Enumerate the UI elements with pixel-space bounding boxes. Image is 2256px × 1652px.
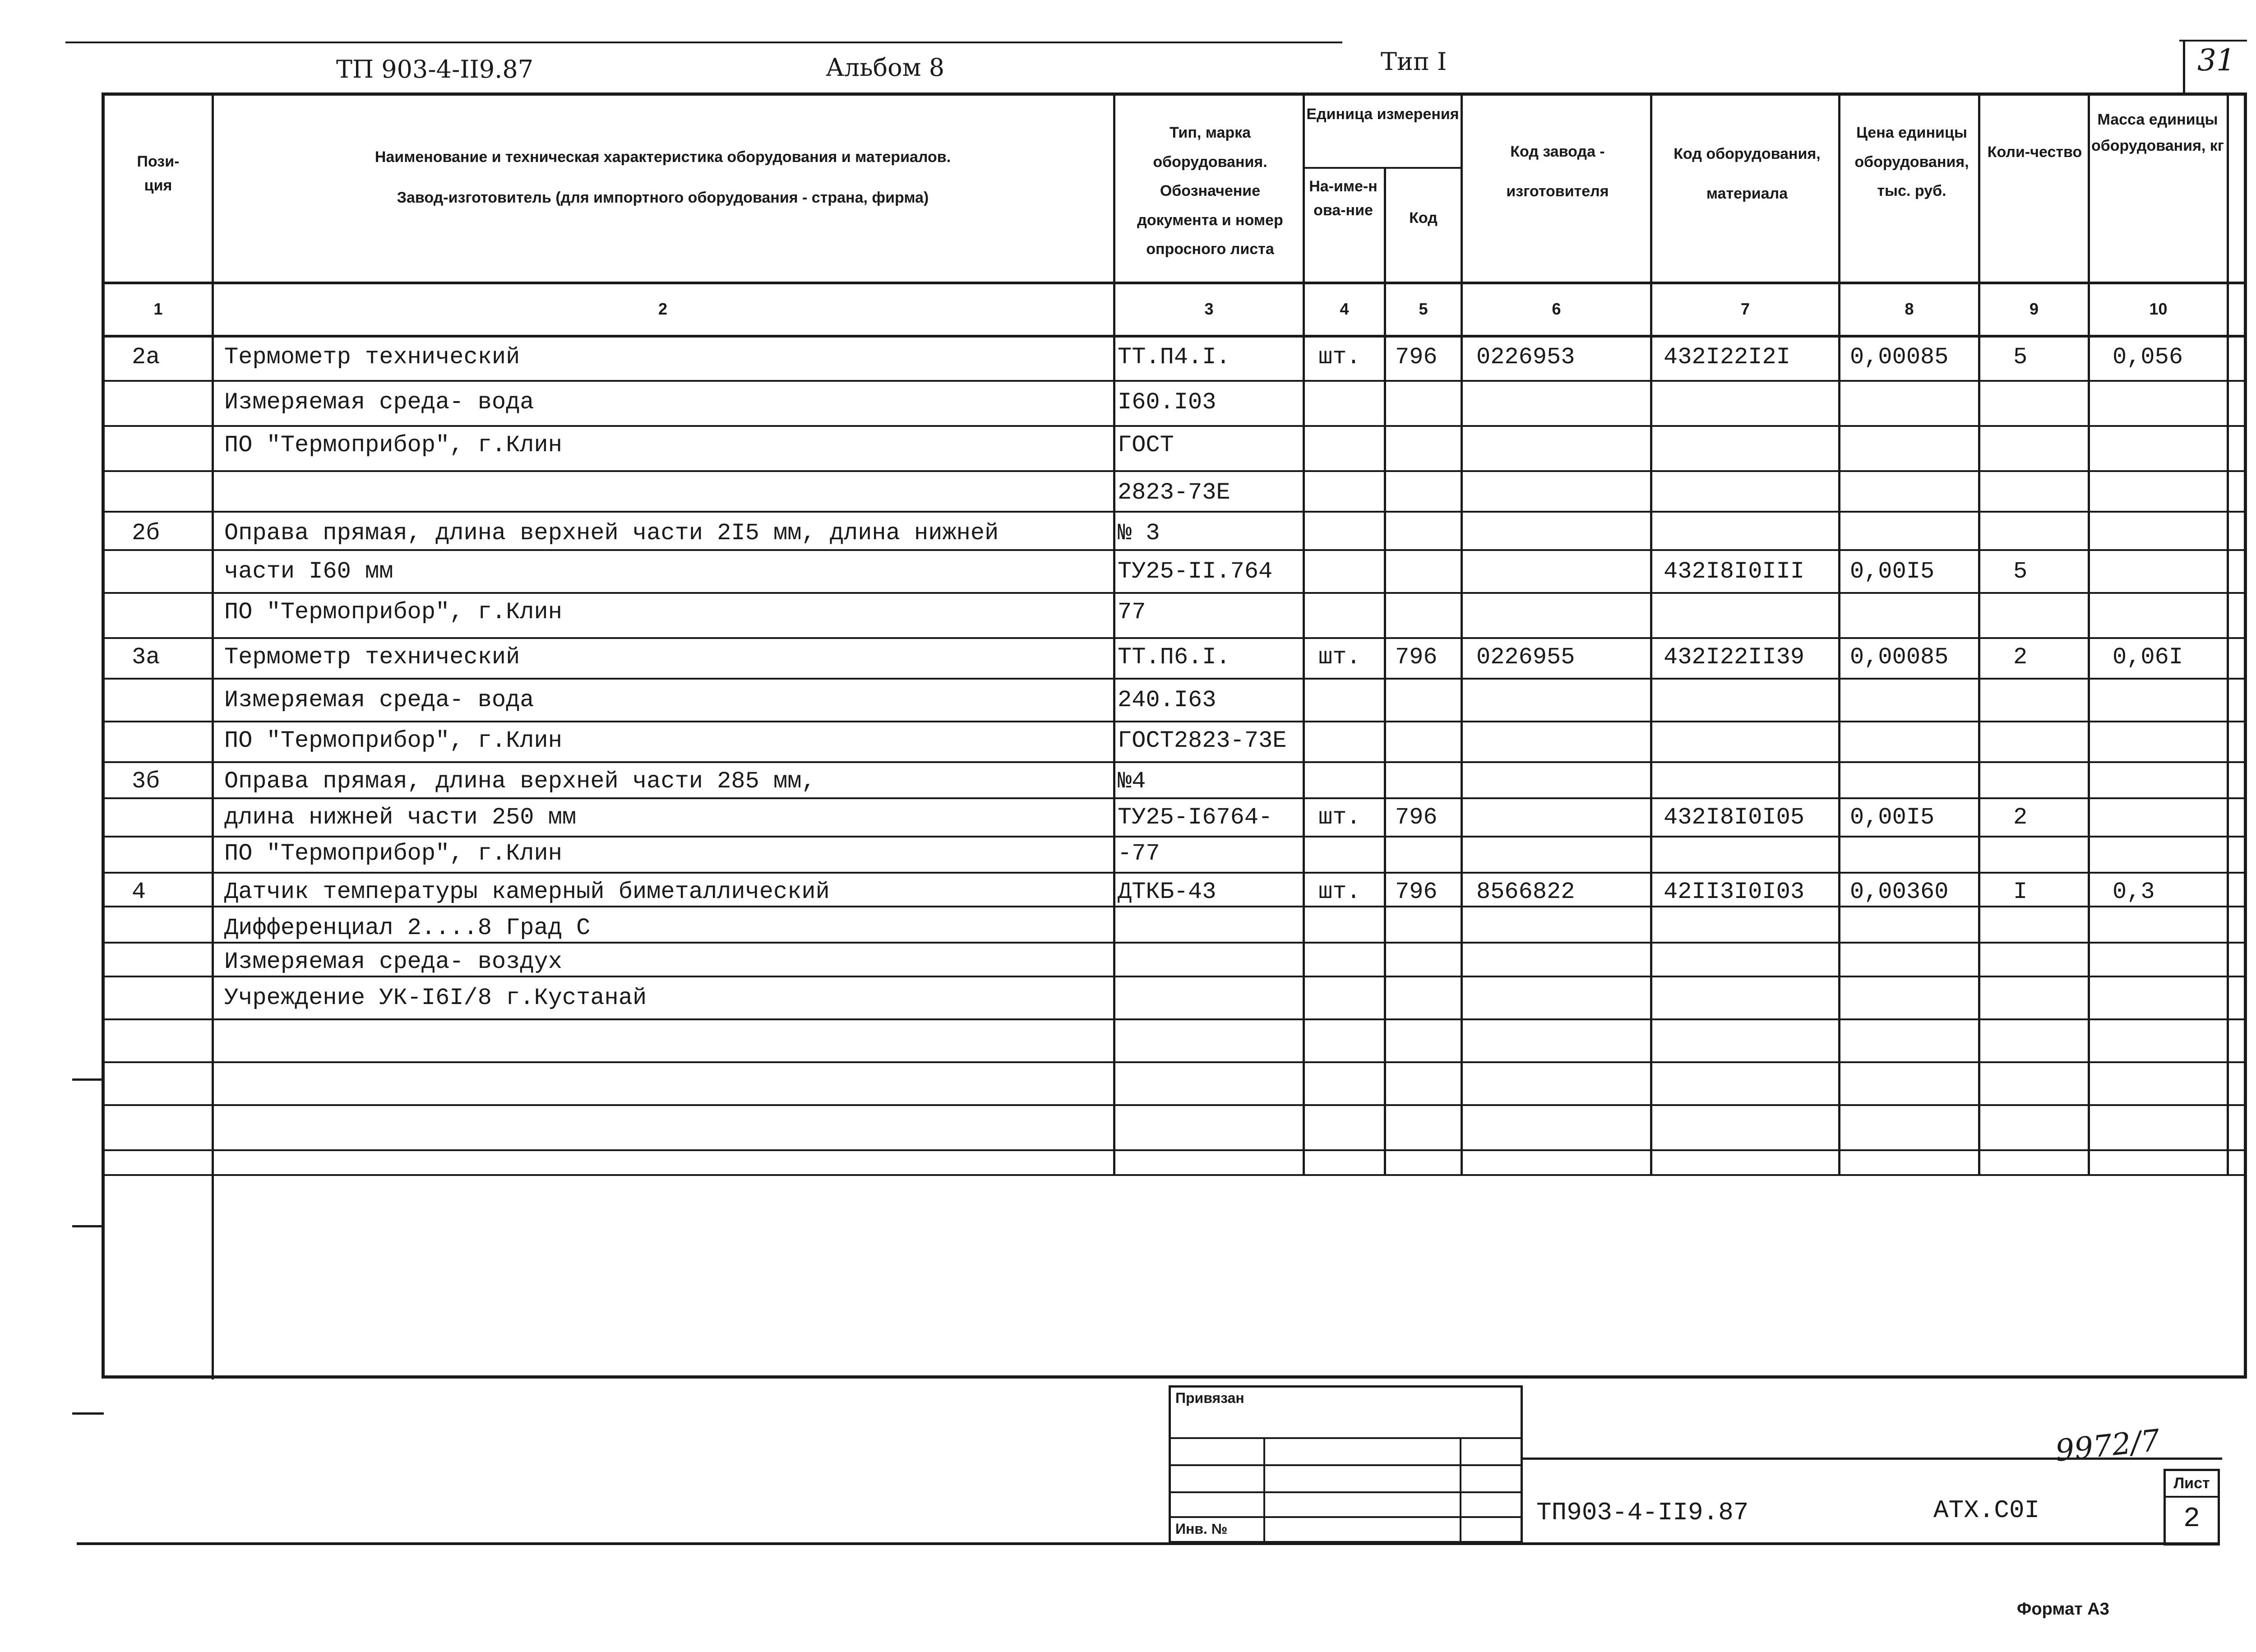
row-price: 0,00085: [1850, 344, 1949, 370]
row-name: Оправа прямая, длина верхней части 2I5 мм, длина нижней: [224, 520, 999, 546]
specification-table: [102, 93, 2247, 1379]
row-position: 2а: [132, 344, 160, 370]
sheet-number: 2: [2183, 1503, 2201, 1535]
header-unit-name: На-име-нова-ние: [1309, 178, 1378, 219]
stamp-divider: [1460, 1437, 1461, 1543]
row-rule: [105, 380, 2246, 382]
row-rule: [105, 797, 2246, 799]
header-qty: Коли-чество: [1987, 143, 2082, 161]
row-rule: [105, 942, 2246, 944]
row-name: ПО "Термоприбор", г.Клин: [224, 840, 562, 867]
margin-tick: [72, 1078, 104, 1081]
row-name: Оправа прямая, длина верхней части 285 мм,: [224, 768, 816, 795]
album-label: Альбом 8: [826, 53, 945, 82]
row-price: 0,00085: [1850, 644, 1949, 671]
row-mass: 0,056: [2113, 344, 2183, 370]
row-rule: [105, 976, 2246, 977]
row-rule: [105, 1104, 2246, 1106]
sheet-corner-number: 31: [2197, 43, 2235, 78]
row-name: Измеряемая среда- воздух: [224, 949, 562, 975]
row-rule: [105, 761, 2246, 763]
row-rule: [105, 872, 2246, 874]
unit-subheader-rule: [1303, 167, 1463, 169]
row-rule: [105, 1061, 2246, 1063]
header-mass: Масса единицы оборудования, кг: [2091, 111, 2224, 154]
col-number-7: 7: [1740, 300, 1750, 318]
row-position: 3б: [132, 768, 160, 795]
header-unit: Единица измерения: [1306, 106, 1459, 123]
col-number-6: 6: [1552, 300, 1561, 318]
row-name: длина нижней части 250 мм: [224, 804, 577, 831]
row-rule: [105, 592, 2246, 594]
row-type-mark: 240.I63: [1118, 687, 1216, 713]
col-divider-2: [1113, 96, 1115, 1174]
handwritten-number: 9972/7: [2053, 1423, 2162, 1468]
row-name: ПО "Термоприбор", г.Клин: [224, 727, 562, 754]
row-price: 0,00360: [1850, 879, 1949, 905]
row-name: ПО "Термоприбор", г.Клин: [224, 599, 562, 625]
row-plant-code: 8566822: [1476, 879, 1575, 905]
header-bottom-rule: [105, 282, 2246, 284]
row-unit-code: 796: [1395, 879, 1438, 905]
row-type-mark: 77: [1118, 599, 1146, 625]
corner-tick: [2183, 40, 2185, 94]
row-type-mark: №4: [1118, 768, 1146, 795]
col-divider-6: [1650, 96, 1652, 1174]
type-label: Тип I: [1381, 47, 1447, 76]
header-position: Пози- ция: [137, 153, 180, 194]
row-name: ПО "Термоприбор", г.Клин: [224, 432, 562, 458]
row-rule: [105, 678, 2246, 680]
row-quantity: 5: [2013, 558, 2028, 585]
col-divider-4: [1384, 168, 1386, 1174]
header-name-line2: Завод-изготовитель (для импортного оборудования - страна, фирма): [397, 189, 929, 206]
col-number-9: 9: [2029, 300, 2039, 318]
margin-tick: [72, 1225, 104, 1227]
row-unit-code: 796: [1395, 644, 1438, 671]
header-equip-code: Код оборудования, материала: [1674, 145, 1821, 203]
row-price: 0,00I5: [1850, 558, 1935, 585]
row-unit-code: 796: [1395, 344, 1438, 370]
row-name: Термометр технический: [224, 644, 520, 671]
col-divider-9: [2088, 96, 2090, 1174]
row-type-mark: ТУ25-I6764-: [1118, 804, 1273, 831]
row-mass: 0,06I: [2113, 644, 2183, 671]
row-type-mark: ТТ.П6.I.: [1118, 644, 1230, 671]
row-type-mark: ТУ25-II.764: [1118, 558, 1273, 585]
row-rule: [105, 549, 2246, 551]
header-plant-code: Код завода - изготовителя: [1506, 143, 1609, 200]
row-equipment-code: 432I22I2I: [1664, 344, 1790, 370]
row-name: Дифференциал 2....8 Град С: [224, 915, 591, 941]
sheet-number-box: [2164, 1469, 2220, 1546]
col-divider-8: [1978, 96, 1980, 1174]
row-plant-code: 0226955: [1476, 644, 1575, 671]
row-rule: [105, 1174, 2246, 1176]
row-rule: [105, 637, 2246, 639]
sheet-label: Лист: [2173, 1475, 2210, 1492]
title-doc-code: ТП903-4-II9.87: [1536, 1498, 1749, 1527]
bottom-rule: [77, 1542, 2220, 1545]
col-number-1: 1: [153, 300, 163, 318]
stamp-rule: [1171, 1516, 1523, 1518]
header-unit-code: Код: [1409, 209, 1438, 227]
row-unit-code: 796: [1395, 804, 1438, 831]
row-rule: [105, 721, 2246, 722]
row-rule: [105, 906, 2246, 907]
col-number-8: 8: [1905, 300, 1914, 318]
col-divider-10: [2227, 96, 2229, 1174]
row-type-mark: I60.I03: [1118, 389, 1216, 416]
row-rule: [105, 470, 2246, 472]
row-quantity: 5: [2013, 344, 2028, 370]
title-atx-code: АТХ.С0I: [1933, 1496, 2040, 1525]
row-position: 3а: [132, 644, 160, 671]
row-quantity: 2: [2013, 804, 2028, 831]
col-number-2: 2: [658, 300, 668, 318]
row-unit: шт.: [1318, 644, 1361, 671]
col-number-10: 10: [2149, 300, 2168, 318]
header-type-mark: Тип, марка оборудования. Обозначение документа и номер опросного листа: [1137, 124, 1283, 258]
col-number-4: 4: [1340, 300, 1349, 318]
col-divider-1: [212, 96, 214, 1379]
row-name: части I60 мм: [224, 558, 393, 585]
row-equipment-code: 42II3I0I03: [1664, 879, 1805, 905]
sheet-box-rule: [2166, 1496, 2220, 1498]
header-price: Цена единицы оборудования, тыс. руб.: [1854, 124, 1969, 200]
row-equipment-code: 432I22II39: [1664, 644, 1805, 671]
doc-code-header: ТП 903-4-II9.87: [336, 55, 534, 83]
row-rule: [105, 425, 2246, 427]
row-equipment-code: 432I8I0I05: [1664, 804, 1805, 831]
stamp-attached-label: Привязан: [1175, 1390, 1244, 1406]
row-plant-code: 0226953: [1476, 344, 1575, 370]
col-divider-5: [1461, 96, 1463, 1174]
stamp-attached-box: [1169, 1385, 1523, 1543]
row-unit: шт.: [1318, 879, 1361, 905]
row-rule: [105, 511, 2246, 513]
row-type-mark: ГОСТ2823-73Е: [1118, 727, 1287, 754]
colnum-bottom-rule: [105, 335, 2246, 338]
stamp-inv-label: Инв. №: [1175, 1521, 1228, 1537]
row-type-mark: 2823-73Е: [1118, 479, 1230, 506]
row-name: Учреждение УК-I6I/8 г.Кустанай: [224, 985, 647, 1011]
row-name: Датчик температуры камерный биметаллический: [224, 879, 830, 905]
header-name-line1: Наименование и техническая характеристика оборудования и материалов.: [374, 148, 951, 166]
row-unit: шт.: [1318, 804, 1361, 831]
col-divider-3: [1303, 96, 1305, 1174]
row-position: 4: [132, 879, 146, 905]
row-unit: шт.: [1318, 344, 1361, 370]
col-divider-7: [1838, 96, 1840, 1174]
row-position: 2б: [132, 520, 160, 546]
stamp-rule: [1171, 1491, 1523, 1493]
row-type-mark: ГОСТ: [1118, 432, 1174, 458]
row-name: Термометр технический: [224, 344, 520, 370]
row-type-mark: -77: [1118, 840, 1160, 867]
row-rule: [105, 836, 2246, 838]
row-type-mark: ДТКБ-43: [1118, 879, 1216, 905]
row-type-mark: ТТ.П4.I.: [1118, 344, 1230, 370]
margin-tick: [72, 1412, 104, 1415]
row-type-mark: № 3: [1118, 520, 1160, 546]
row-equipment-code: 432I8I0III: [1664, 558, 1805, 585]
top-rule: [65, 42, 1342, 43]
stamp-rule: [1171, 1437, 1523, 1439]
row-quantity: 2: [2013, 644, 2028, 671]
row-quantity: I: [2013, 879, 2028, 905]
format-label: Формат А3: [2017, 1600, 2109, 1619]
row-price: 0,00I5: [1850, 804, 1935, 831]
row-rule: [105, 1018, 2246, 1020]
top-rule-right: [2179, 40, 2247, 42]
row-rule: [105, 1149, 2246, 1151]
col-number-3: 3: [1204, 300, 1214, 318]
stamp-divider: [1263, 1437, 1265, 1543]
col-number-5: 5: [1419, 300, 1428, 318]
row-mass: 0,3: [2113, 879, 2155, 905]
stamp-rule: [1171, 1464, 1523, 1466]
row-name: Измеряемая среда- вода: [224, 687, 534, 713]
row-name: Измеряемая среда- вода: [224, 389, 534, 416]
